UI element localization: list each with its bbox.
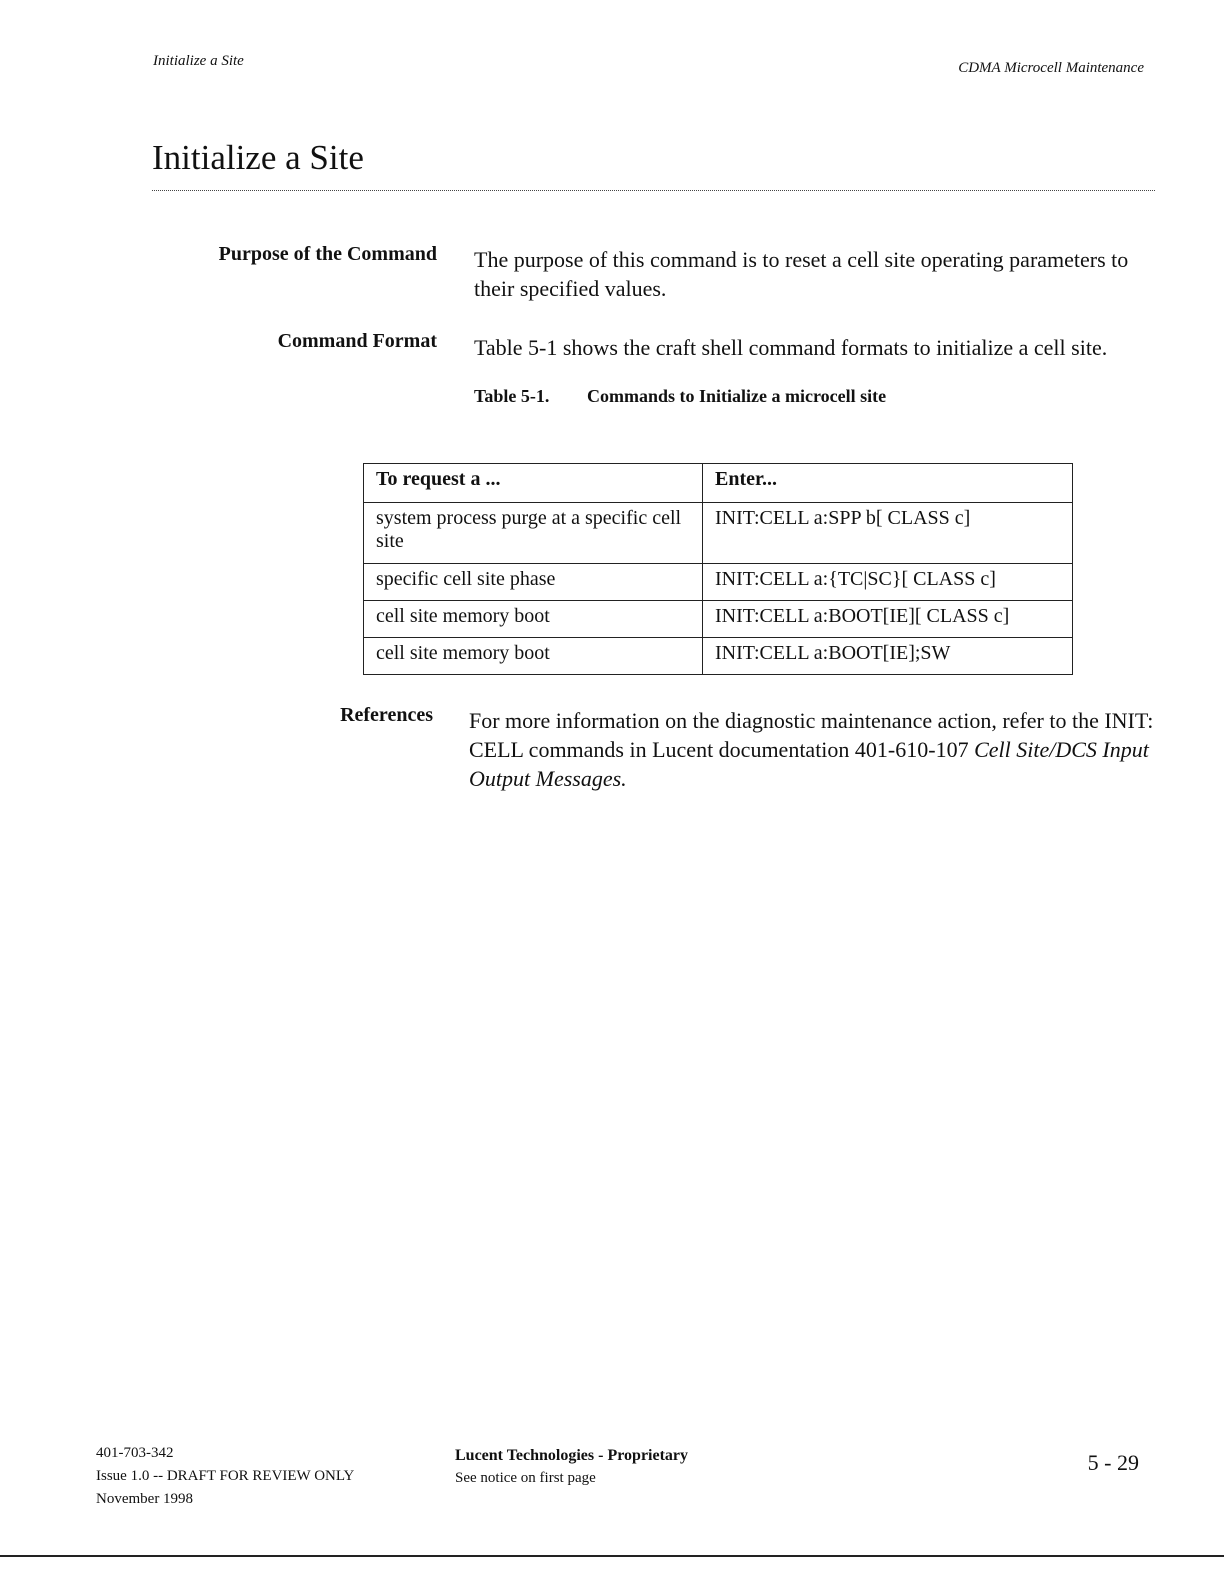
column-header-enter: Enter... xyxy=(703,464,1073,503)
table-cell-command: INIT:CELL a:BOOT[IE];SW xyxy=(703,638,1073,675)
footer-date: November 1998 xyxy=(96,1491,194,1507)
footer-issue: Issue 1.0 -- DRAFT FOR REVIEW ONLY xyxy=(96,1468,355,1484)
references-text-plain: For more information on the diagnostic maintenance action, refer to the INIT: CELL commands in Lucent documentation 401-610-107 xyxy=(469,708,1154,762)
table-header-row xyxy=(364,464,1073,503)
command-format-label: Command Format xyxy=(277,330,437,352)
table-cell-request: specific cell site phase xyxy=(364,564,703,601)
table-cell-request: system process purge at a specific cell site xyxy=(364,503,703,564)
page-title: Initialize a Site xyxy=(152,138,364,177)
table-row xyxy=(364,503,1073,564)
table-cell-command: INIT:CELL a:SPP b[ CLASS c] xyxy=(703,503,1073,564)
table-cell-request: cell site memory boot xyxy=(364,638,703,675)
purpose-text: The purpose of this command is to reset a cell site operating parameters to their specified values. xyxy=(474,247,1129,301)
table-cell-command: INIT:CELL a:BOOT[IE][ CLASS c] xyxy=(703,601,1073,638)
running-header-left: Initialize a Site xyxy=(153,53,244,69)
command-format-text: Table 5-1 shows the craft shell command formats to initialize a cell site. xyxy=(474,335,1108,360)
commands-table xyxy=(363,463,1073,675)
table-caption xyxy=(474,386,886,407)
footer-doc-number: 401-703-342 xyxy=(96,1445,174,1461)
footer-doc-info xyxy=(96,1442,354,1511)
table-row xyxy=(364,601,1073,638)
references-label: References xyxy=(340,704,433,726)
table-row xyxy=(364,564,1073,601)
table-caption-title: Commands to Initialize a microcell site xyxy=(587,386,887,406)
table-caption-number: Table 5-1. xyxy=(474,386,550,406)
column-header-request: To request a ... xyxy=(364,464,703,503)
title-divider xyxy=(152,190,1155,191)
footer-proprietary xyxy=(455,1444,688,1490)
running-header-right: CDMA Microcell Maintenance xyxy=(958,60,1144,76)
references-text xyxy=(469,706,1159,793)
purpose-label: Purpose of the Command xyxy=(218,243,437,265)
references-doc-title: Cell Site/DCS Input Output Messages. xyxy=(469,737,1149,791)
table-cell-request: cell site memory boot xyxy=(364,601,703,638)
table-row xyxy=(364,638,1073,675)
footer-notice: See notice on first page xyxy=(455,1470,596,1486)
table-cell-command: INIT:CELL a:{TC|SC}[ CLASS c] xyxy=(703,564,1073,601)
page-number: 5 - 29 xyxy=(1087,1450,1139,1475)
footer-divider xyxy=(0,1555,1224,1557)
footer-company: Lucent Technologies - Proprietary xyxy=(455,1447,689,1464)
